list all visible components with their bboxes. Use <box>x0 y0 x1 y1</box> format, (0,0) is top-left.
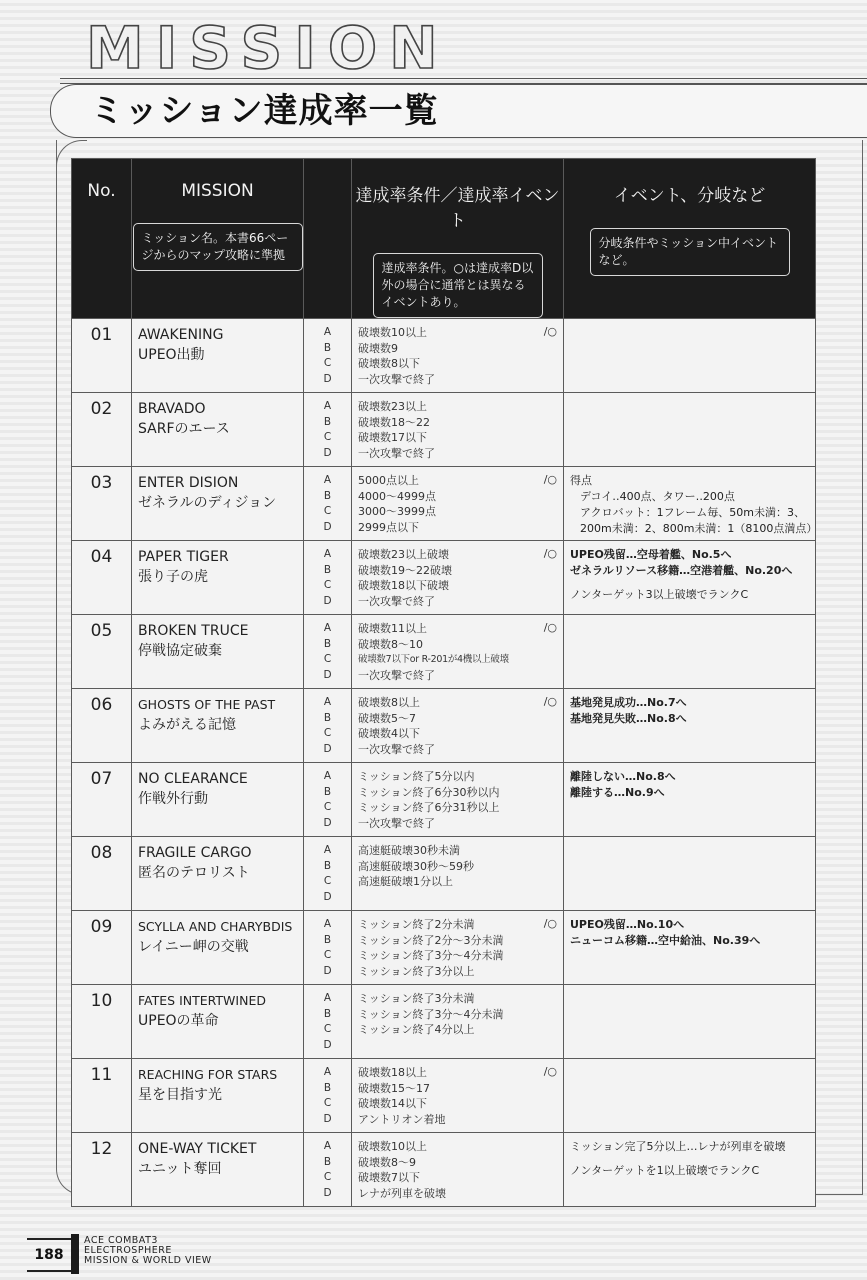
rank-letter: D <box>323 668 332 681</box>
condition-cell <box>352 1059 564 1133</box>
condition-cell <box>352 763 564 837</box>
mission-name-jp: SARFのエース <box>138 421 230 437</box>
rank-letter: A <box>323 622 332 634</box>
condition-line: ミッション終了6分30秒以内 <box>358 785 500 799</box>
footer-book-title <box>84 1236 212 1266</box>
rank-letter: D <box>323 742 332 755</box>
mission-name-cell <box>132 763 304 837</box>
mission-name-cell <box>132 837 304 911</box>
event-line: アクロバット：1フレーム毎、50m未満：3、 <box>580 506 805 519</box>
condition-line: 破壊数14以下 <box>358 1097 427 1110</box>
rank-letter: D <box>323 890 332 903</box>
rank-letter: B <box>323 1155 332 1168</box>
condition-line: アントリオン着地 <box>358 1112 446 1126</box>
rank-letters <box>304 615 352 689</box>
mission-number: 01 <box>72 319 132 393</box>
mission-name-jp: UPEO出動 <box>138 347 205 363</box>
condition-line: ミッション終了5分以内 <box>358 770 475 783</box>
rank-letter: D <box>323 816 332 829</box>
rank-letter: D <box>323 1186 332 1199</box>
event-mark: /○ <box>543 1065 557 1078</box>
condition-line: 破壊数10以上 <box>358 1140 427 1153</box>
event-line: ノンターゲット3以上破壊でランクC <box>570 588 749 601</box>
mission-name-jp: よみがえる記憶 <box>138 717 236 733</box>
condition-line: ミッション終了3分～4分未満 <box>358 1007 504 1021</box>
mission-name-en: BROKEN TRUCE <box>138 623 249 639</box>
rank-letters <box>304 1133 352 1207</box>
condition-line: ミッション終了3分未満 <box>358 992 475 1005</box>
rank-letters <box>304 689 352 763</box>
condition-line: 一次攻撃で終了 <box>358 372 435 386</box>
condition-line: 破壊数18以下破壊 <box>358 579 449 592</box>
header-mission-note: ミッション名。本書66ページからのマップ攻略に準拠 <box>133 223 303 271</box>
rank-letter: C <box>323 653 332 665</box>
condition-line: 3000～3999点 <box>358 505 436 518</box>
mission-name-jp: 匿名のテロリスト <box>138 865 250 881</box>
rank-letter: B <box>323 341 332 354</box>
mission-name-cell <box>132 689 304 763</box>
mission-table <box>71 158 816 1207</box>
header-condition-label: 達成率条件／達成率イベント <box>355 186 560 231</box>
rank-letters <box>304 541 352 615</box>
page-header-title: MISSION <box>86 14 450 82</box>
rank-letter: D <box>323 520 332 533</box>
mission-name-en: ENTER DISION <box>138 475 239 491</box>
rank-letter: B <box>323 859 332 872</box>
rank-letter: D <box>323 446 332 459</box>
event-line: ゼネラルリソース移籍…空港着艦、No.20へ <box>570 564 793 577</box>
header-rank <box>304 159 352 319</box>
mission-name-en: FATES INTERTWINED <box>138 993 266 1008</box>
rank-letters <box>304 467 352 541</box>
event-cell <box>564 837 816 911</box>
condition-line: 破壊数7以下or R-201が4機以上破壊 <box>358 654 509 665</box>
event-cell <box>564 689 816 763</box>
mission-name-cell <box>132 1059 304 1133</box>
condition-cell <box>352 1133 564 1207</box>
mission-number: 02 <box>72 393 132 467</box>
header-no-label: No. <box>87 181 116 201</box>
header-event-note: 分岐条件やミッション中イベントなど。 <box>590 228 790 276</box>
mission-name-en: BRAVADO <box>138 401 206 417</box>
rank-letter: A <box>323 1140 332 1152</box>
event-cell <box>564 615 816 689</box>
mission-name-cell <box>132 985 304 1059</box>
rank-letter: A <box>323 326 332 338</box>
footer-line-3: MISSION & WORLD VIEW <box>84 1255 212 1266</box>
condition-line: 5000点以上 <box>358 474 419 487</box>
event-line: 離陸しない…No.8へ <box>570 770 676 783</box>
rank-letter: C <box>323 579 332 591</box>
mission-name-cell <box>132 911 304 985</box>
event-cell <box>564 763 816 837</box>
mission-name-jp: レイニー岬の交戦 <box>138 939 249 955</box>
condition-line: 破壊数5～7 <box>358 711 416 725</box>
condition-line: 破壊数4以下 <box>358 727 420 740</box>
rank-letters <box>304 763 352 837</box>
mission-number: 09 <box>72 911 132 985</box>
rank-letters <box>304 911 352 985</box>
rank-letter: C <box>323 505 332 517</box>
event-line: ノンターゲットを1以上破壊でランクC <box>570 1164 760 1177</box>
table-row <box>72 911 816 985</box>
table-row <box>72 319 816 393</box>
event-mark: /○ <box>543 917 557 930</box>
rank-letter: D <box>323 1112 332 1125</box>
mission-name-en: NO CLEARANCE <box>138 771 248 787</box>
mission-name-en: AWAKENING <box>138 327 224 343</box>
condition-cell <box>352 689 564 763</box>
mission-name-cell <box>132 467 304 541</box>
rank-letter: B <box>323 563 332 576</box>
rank-letter: C <box>323 875 332 887</box>
rank-letter: B <box>323 1007 332 1020</box>
rank-letter: A <box>323 918 332 930</box>
condition-line: 高速艇破壊30秒未満 <box>358 844 460 857</box>
rank-letter: C <box>323 1171 332 1183</box>
event-mark: /○ <box>543 695 557 708</box>
rank-letters <box>304 1059 352 1133</box>
rank-letter: A <box>323 992 332 1004</box>
condition-line: 破壊数17以下 <box>358 431 427 444</box>
condition-line: 破壊数15～17 <box>358 1081 430 1095</box>
event-cell <box>564 1133 816 1207</box>
condition-line: 破壊数19～22破壊 <box>358 563 452 577</box>
condition-line: 高速艇破壊1分以上 <box>358 875 453 888</box>
mission-number: 08 <box>72 837 132 911</box>
header-mission <box>132 159 304 319</box>
condition-line: 破壊数18～22 <box>358 415 430 429</box>
condition-line: ミッション終了3分以上 <box>358 964 475 978</box>
event-mark: /○ <box>543 547 557 560</box>
rank-letter: C <box>323 727 332 739</box>
table-row <box>72 393 816 467</box>
mission-name-en: ONE-WAY TICKET <box>138 1141 257 1157</box>
page-subtitle: ミッション達成率一覧 <box>90 91 439 131</box>
event-cell <box>564 541 816 615</box>
rank-letter: A <box>323 696 332 708</box>
rank-letters <box>304 319 352 393</box>
event-line: 離陸する…No.9へ <box>570 786 665 799</box>
header-event-label: イベント、分岐など <box>613 186 766 206</box>
condition-line: 破壊数8～9 <box>358 1155 416 1169</box>
mission-name-en: PAPER TIGER <box>138 549 229 565</box>
mission-name-jp: 作戦外行動 <box>138 791 208 807</box>
mission-name-jp: 張り子の虎 <box>138 569 208 585</box>
rank-letters <box>304 393 352 467</box>
table-row <box>72 689 816 763</box>
condition-line: 破壊数8以上 <box>358 696 420 709</box>
table-row <box>72 985 816 1059</box>
condition-cell <box>352 615 564 689</box>
condition-line: ミッション終了2分～3分未満 <box>358 933 504 947</box>
event-mark: /○ <box>543 325 557 338</box>
rank-letter: D <box>323 372 332 385</box>
event-line: ニューコム移籍…空中給油、No.39へ <box>570 934 761 947</box>
mission-number: 06 <box>72 689 132 763</box>
condition-line: ミッション終了3分～4分未満 <box>358 949 504 962</box>
event-line: UPEO残留…空母着艦、No.5へ <box>570 548 732 561</box>
mission-name-jp: 停戦協定破棄 <box>138 643 222 659</box>
rank-letter: D <box>323 594 332 607</box>
rank-letters <box>304 837 352 911</box>
condition-line: 破壊数7以下 <box>358 1171 420 1184</box>
mission-rows <box>72 319 816 1207</box>
condition-cell <box>352 911 564 985</box>
footer-bar <box>71 1234 79 1274</box>
rank-letter: B <box>323 933 332 946</box>
rank-letter: A <box>323 474 332 486</box>
mission-number: 03 <box>72 467 132 541</box>
rank-letter: A <box>323 844 332 856</box>
condition-cell <box>352 837 564 911</box>
rank-letter: C <box>323 1097 332 1109</box>
footer-line-1: ACE COMBAT3 <box>84 1235 158 1246</box>
header-condition-note: 達成率条件。○は達成率D以外の場合に通常とは異なるイベントあり。 <box>373 253 543 318</box>
table-row <box>72 541 816 615</box>
rank-letter: B <box>323 785 332 798</box>
event-cell <box>564 393 816 467</box>
mission-name-jp: 星を目指す光 <box>138 1087 222 1103</box>
condition-line: 破壊数10以上 <box>358 326 427 339</box>
mission-name-cell <box>132 319 304 393</box>
event-cell <box>564 319 816 393</box>
rank-letters <box>304 985 352 1059</box>
rank-letter: B <box>323 415 332 428</box>
event-line: 基地発見失敗…No.8へ <box>570 712 687 725</box>
event-mark: /○ <box>543 473 557 486</box>
condition-line: 4000～4999点 <box>358 489 436 503</box>
mission-number: 12 <box>72 1133 132 1207</box>
mission-number: 04 <box>72 541 132 615</box>
event-cell <box>564 911 816 985</box>
mission-name-en: SCYLLA AND CHARYBDIS <box>138 919 293 934</box>
condition-cell <box>352 985 564 1059</box>
header-mission-label: MISSION <box>181 181 254 201</box>
condition-line: 破壊数9 <box>358 341 398 355</box>
rank-letter: B <box>323 489 332 502</box>
rank-letter: B <box>323 711 332 724</box>
condition-line: ミッション終了6分31秒以上 <box>358 801 500 814</box>
table-row <box>72 763 816 837</box>
table-row <box>72 837 816 911</box>
event-line: UPEO残留…No.10へ <box>570 918 685 931</box>
event-line: 200m未満：2、800m未満：1（8100点満点） <box>580 522 818 535</box>
mission-name-cell <box>132 615 304 689</box>
condition-line: 破壊数23以上 <box>358 400 427 413</box>
mission-name-jp: ユニット奪回 <box>138 1161 222 1177</box>
condition-line: ミッション終了2分未満 <box>358 918 475 931</box>
mission-name-cell <box>132 393 304 467</box>
condition-line: 一次攻撃で終了 <box>358 742 435 756</box>
table-row <box>72 615 816 689</box>
rank-letter: D <box>323 964 332 977</box>
condition-line: 一次攻撃で終了 <box>358 816 435 830</box>
event-cell <box>564 1059 816 1133</box>
table-row <box>72 1059 816 1133</box>
rank-letter: C <box>323 431 332 443</box>
footer-line-2: ELECTROSPHERE <box>84 1245 172 1256</box>
rank-letter: A <box>323 770 332 782</box>
mission-name-en: GHOSTS OF THE PAST <box>138 697 276 712</box>
rank-letter: C <box>323 801 332 813</box>
mission-name-en: REACHING FOR STARS <box>138 1067 278 1082</box>
page-number: 188 <box>27 1238 71 1272</box>
header-no <box>72 159 132 319</box>
condition-line: 一次攻撃で終了 <box>358 668 435 682</box>
condition-line: 破壊数18以上 <box>358 1066 427 1079</box>
condition-cell <box>352 393 564 467</box>
event-cell <box>564 467 816 541</box>
mission-number: 10 <box>72 985 132 1059</box>
condition-line: レナが列車を破壊 <box>358 1186 446 1200</box>
rank-letter: C <box>323 949 332 961</box>
condition-cell <box>352 319 564 393</box>
rank-letter: B <box>323 1081 332 1094</box>
rank-letter: C <box>323 1023 332 1035</box>
header-condition <box>352 159 564 319</box>
header-event <box>564 159 816 319</box>
mission-number: 11 <box>72 1059 132 1133</box>
mission-name-cell <box>132 1133 304 1207</box>
rank-letter: B <box>323 637 332 650</box>
condition-line: 破壊数8以下 <box>358 357 420 370</box>
event-mark: /○ <box>543 621 557 634</box>
mission-name-jp: UPEOの革命 <box>138 1013 219 1029</box>
mission-number: 07 <box>72 763 132 837</box>
condition-line: 一次攻撃で終了 <box>358 446 435 460</box>
condition-line: 破壊数23以上破壊 <box>358 548 449 561</box>
rank-letter: C <box>323 357 332 369</box>
condition-line: 高速艇破壊30秒～59秒 <box>358 859 474 873</box>
condition-cell <box>352 467 564 541</box>
rank-letter: A <box>323 548 332 560</box>
mission-name-cell <box>132 541 304 615</box>
rank-letter: A <box>323 1066 332 1078</box>
rank-letter: A <box>323 400 332 412</box>
condition-line: 2999点以下 <box>358 520 419 534</box>
event-line: デコイ‥400点、タワー‥200点 <box>580 490 735 503</box>
event-cell <box>564 985 816 1059</box>
condition-cell <box>352 541 564 615</box>
event-line: 得点 <box>570 474 592 487</box>
condition-line: 一次攻撃で終了 <box>358 594 435 608</box>
table-row <box>72 467 816 541</box>
condition-line: 破壊数8～10 <box>358 637 423 651</box>
event-line: ミッション完了5分以上…レナが列車を破壊 <box>570 1140 786 1153</box>
mission-name-jp: ゼネラルのディジョン <box>138 495 277 511</box>
mission-name-en: FRAGILE CARGO <box>138 845 252 861</box>
rank-letter: D <box>323 1038 332 1051</box>
condition-line: ミッション終了4分以上 <box>358 1023 475 1036</box>
condition-line: 破壊数11以上 <box>358 622 427 635</box>
event-line: 基地発見成功…No.7へ <box>570 696 687 709</box>
mission-number: 05 <box>72 615 132 689</box>
table-row <box>72 1133 816 1207</box>
